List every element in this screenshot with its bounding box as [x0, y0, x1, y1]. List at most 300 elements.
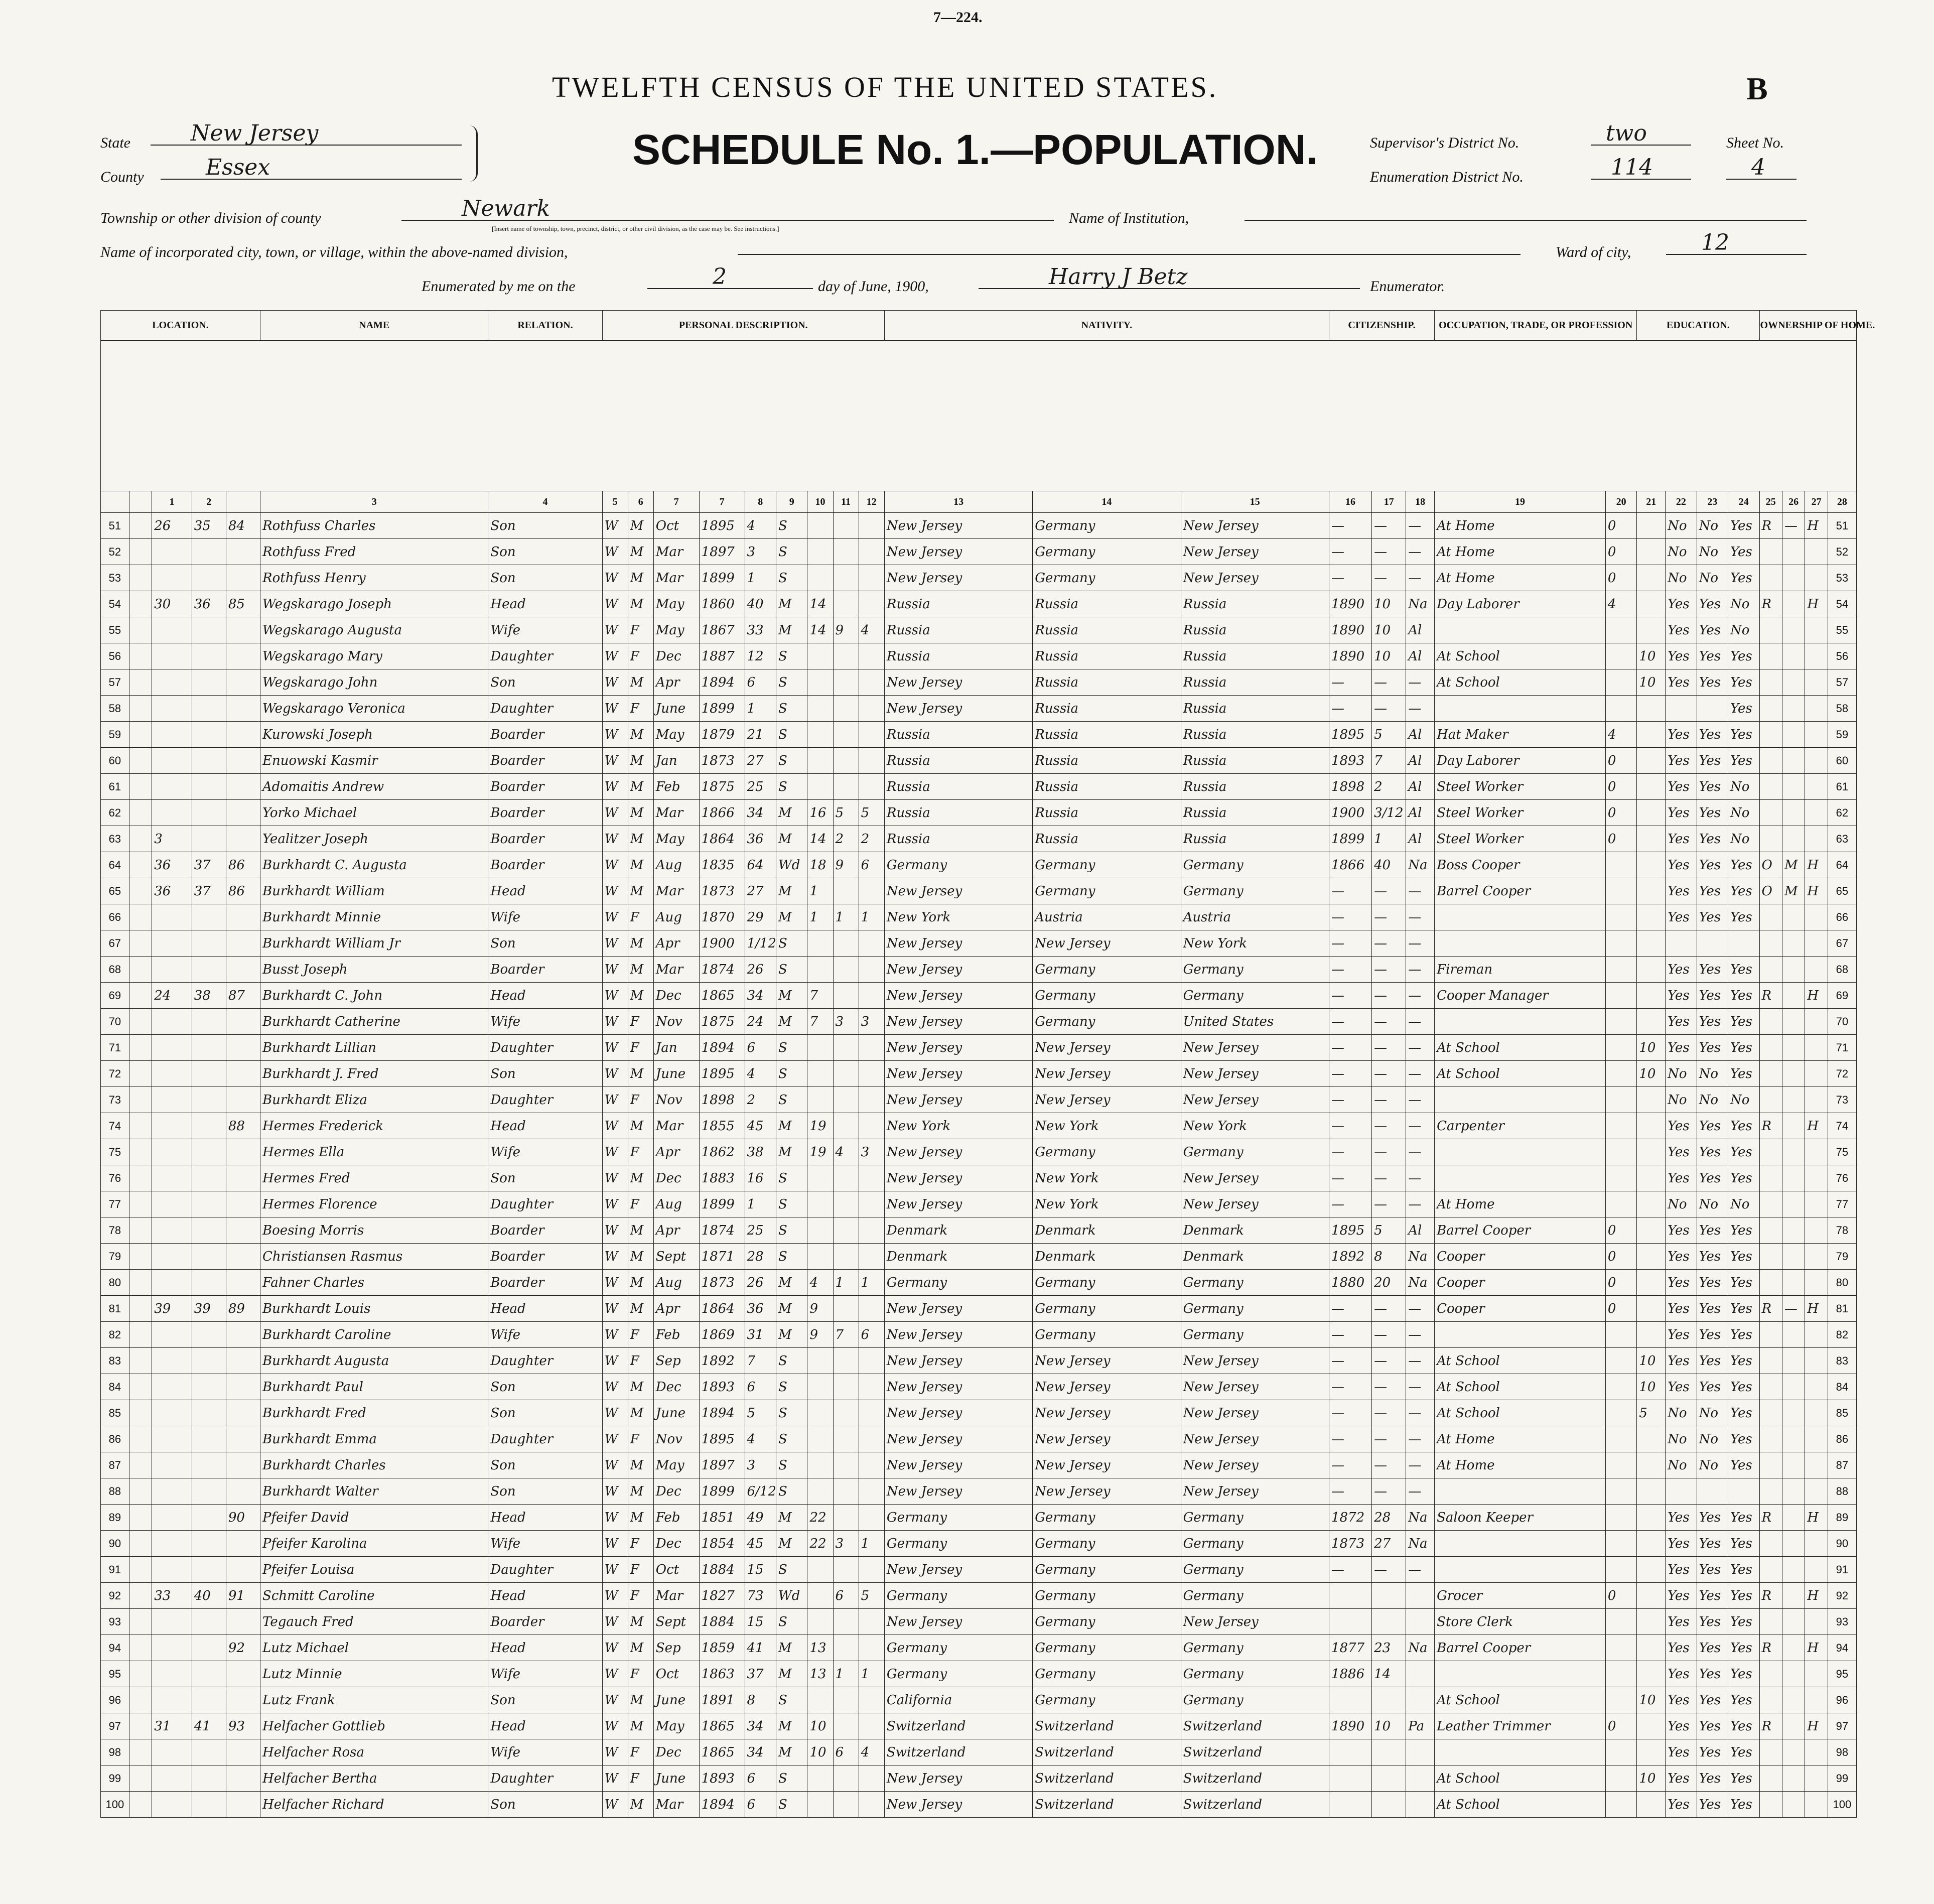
cell-owned: R — [1759, 513, 1782, 539]
cell-read: Yes — [1666, 1765, 1697, 1792]
cell-sex: M — [628, 591, 653, 617]
cell-month: Sept — [653, 1609, 699, 1635]
colnum: 16 — [1329, 491, 1371, 513]
cell-age: 1 — [745, 696, 776, 722]
cell-farm — [1805, 904, 1828, 930]
cell-immig: — — [1329, 513, 1371, 539]
cell-pob: Russia — [884, 643, 1032, 669]
cell-immig: 1890 — [1329, 591, 1371, 617]
cell-name: Burkhardt C. John — [260, 983, 488, 1009]
cell-school — [1637, 1009, 1666, 1035]
cell-sex: M — [628, 1374, 653, 1400]
table-row — [101, 1139, 1857, 1165]
cell-month: Mar — [653, 878, 699, 904]
cell-line-right: 63 — [1828, 826, 1856, 852]
cell-farm — [1805, 1531, 1828, 1557]
table-row — [101, 1557, 1857, 1583]
cell-house: 24 — [152, 983, 192, 1009]
cell-sex: M — [628, 1270, 653, 1296]
cell-month: Feb — [653, 774, 699, 800]
cell-marital: S — [776, 930, 807, 957]
cell-mort — [1782, 591, 1805, 617]
cell-pob_mother: Germany — [1181, 1505, 1329, 1531]
cell-write: No — [1697, 1400, 1728, 1426]
cell-marital: M — [776, 826, 807, 852]
cell-mort — [1782, 1687, 1805, 1713]
cell-nat: — — [1406, 1296, 1435, 1322]
cell-line: 65 — [101, 878, 129, 904]
cell-pob: Russia — [884, 722, 1032, 748]
cell-house: 3 — [152, 826, 192, 852]
cell-house — [152, 696, 192, 722]
cell-color: W — [602, 513, 628, 539]
cell-write: No — [1697, 1426, 1728, 1452]
cell-year: 1873 — [699, 748, 745, 774]
cell-pob_father: Russia — [1033, 800, 1181, 826]
incorporated-field[interactable] — [738, 230, 1521, 255]
cell-month: May — [653, 826, 699, 852]
cell-farm: H — [1805, 513, 1828, 539]
cell-farm — [1805, 1165, 1828, 1191]
cell-family: 92 — [226, 1635, 260, 1661]
cell-nat: — — [1406, 513, 1435, 539]
cell-line: 89 — [101, 1505, 129, 1531]
cell-born — [833, 1191, 859, 1217]
cell-write: Yes — [1697, 1557, 1728, 1583]
cell-pob_father: Germany — [1033, 1661, 1181, 1687]
state-field[interactable] — [151, 120, 462, 146]
cell-read: Yes — [1666, 1713, 1697, 1739]
colnum — [101, 491, 129, 513]
cell-farm — [1805, 1139, 1828, 1165]
cell-marital: S — [776, 1217, 807, 1244]
cell-occupation — [1435, 617, 1606, 643]
cell-mc: 1 — [807, 878, 833, 904]
cell-months — [1605, 904, 1636, 930]
cell-line-right: 94 — [1828, 1635, 1856, 1661]
cell-months — [1605, 1113, 1636, 1139]
cell-line-right: 57 — [1828, 669, 1856, 696]
cell-month: Apr — [653, 1296, 699, 1322]
cell-color: W — [602, 930, 628, 957]
cell-farm — [1805, 565, 1828, 591]
group-name: NAME — [260, 311, 488, 341]
cell-pob: New Jersey — [884, 930, 1032, 957]
cell-english: Yes — [1728, 1009, 1759, 1035]
cell-mc — [807, 1348, 833, 1374]
cell-mort — [1782, 930, 1805, 957]
cell-mc — [807, 1557, 833, 1583]
cell-nat: — — [1406, 1478, 1435, 1505]
cell-occupation: At School — [1435, 1348, 1606, 1374]
cell-farm — [1805, 617, 1828, 643]
cell-month: May — [653, 1452, 699, 1478]
table-row — [101, 513, 1857, 539]
cell-color: W — [602, 1609, 628, 1635]
cell-owned — [1759, 930, 1782, 957]
cell-owned: R — [1759, 591, 1782, 617]
cell-owned — [1759, 1374, 1782, 1400]
cell-born — [833, 696, 859, 722]
group-education: EDUCATION. — [1637, 311, 1759, 341]
cell-marital: M — [776, 983, 807, 1009]
supervisor-value: two — [1606, 120, 1647, 146]
cell-color: W — [602, 1765, 628, 1792]
cell-months: 0 — [1605, 748, 1636, 774]
cell-read: Yes — [1666, 957, 1697, 983]
cell-pob_father: Germany — [1033, 957, 1181, 983]
cell-nat: Al — [1406, 826, 1435, 852]
cell-school — [1637, 1191, 1666, 1217]
cell-street — [129, 1713, 152, 1739]
cell-line-right: 96 — [1828, 1687, 1856, 1713]
colnum: 23 — [1697, 491, 1728, 513]
cell-mc: 1 — [807, 904, 833, 930]
cell-dwelling — [192, 1009, 226, 1035]
cell-pob_mother: New Jersey — [1181, 1165, 1329, 1191]
cell-months: 4 — [1605, 722, 1636, 748]
cell-farm — [1805, 1661, 1828, 1687]
cell-pob: New Jersey — [884, 1765, 1032, 1792]
cell-street — [129, 878, 152, 904]
cell-read: Yes — [1666, 800, 1697, 826]
cell-age: 6 — [745, 1374, 776, 1400]
ward-label: Ward of city, — [1556, 244, 1631, 260]
cell-read: No — [1666, 1426, 1697, 1452]
enumerator-value: Harry J Betz — [1049, 264, 1188, 290]
day-field[interactable] — [647, 264, 813, 289]
cell-house — [152, 1400, 192, 1426]
cell-born — [833, 1400, 859, 1426]
cell-family: 88 — [226, 1113, 260, 1139]
cell-marital: M — [776, 1635, 807, 1661]
cell-living — [859, 1374, 884, 1400]
table-row — [101, 1792, 1857, 1818]
cell-mc: 13 — [807, 1635, 833, 1661]
cell-pob_father: Russia — [1033, 774, 1181, 800]
colnum: 8 — [745, 491, 776, 513]
cell-english: No — [1728, 1191, 1759, 1217]
cell-immig: — — [1329, 539, 1371, 565]
cell-pob: Russia — [884, 748, 1032, 774]
cell-year: 1851 — [699, 1505, 745, 1531]
cell-mc — [807, 748, 833, 774]
cell-house — [152, 565, 192, 591]
cell-school — [1637, 696, 1666, 722]
cell-write — [1697, 696, 1728, 722]
cell-farm — [1805, 1374, 1828, 1400]
table-row — [101, 748, 1857, 774]
cell-line-right: 55 — [1828, 617, 1856, 643]
cell-age: 6/12 — [745, 1478, 776, 1505]
cell-street — [129, 1061, 152, 1087]
cell-relation: Wife — [488, 1531, 602, 1557]
cell-street — [129, 774, 152, 800]
table-row — [101, 643, 1857, 669]
cell-born — [833, 1296, 859, 1322]
colnum: 6 — [628, 491, 653, 513]
cell-month: Feb — [653, 1505, 699, 1531]
ward-value: 12 — [1701, 230, 1729, 255]
table-row — [101, 696, 1857, 722]
cell-months — [1605, 1478, 1636, 1505]
table-row — [101, 1478, 1857, 1505]
cell-line: 90 — [101, 1531, 129, 1557]
cell-month: Mar — [653, 1583, 699, 1609]
cell-marital: S — [776, 1687, 807, 1713]
cell-line-right: 58 — [1828, 696, 1856, 722]
cell-line: 95 — [101, 1661, 129, 1687]
cell-line: 84 — [101, 1374, 129, 1400]
cell-pob: Germany — [884, 1635, 1032, 1661]
cell-age: 6 — [745, 1035, 776, 1061]
cell-occupation: Day Laborer — [1435, 748, 1606, 774]
cell-color: W — [602, 1713, 628, 1739]
cell-line-right: 74 — [1828, 1113, 1856, 1139]
cell-marital: M — [776, 1739, 807, 1765]
cell-month: Mar — [653, 1113, 699, 1139]
cell-color: W — [602, 539, 628, 565]
cell-write: Yes — [1697, 1583, 1728, 1609]
cell-farm — [1805, 1035, 1828, 1061]
cell-sex: M — [628, 1244, 653, 1270]
cell-pob: New Jersey — [884, 1296, 1032, 1322]
cell-occupation: At School — [1435, 1374, 1606, 1400]
cell-year: 1873 — [699, 1270, 745, 1296]
cell-family — [226, 1009, 260, 1035]
cell-line-right: 78 — [1828, 1217, 1856, 1244]
cell-living — [859, 1687, 884, 1713]
cell-months — [1605, 643, 1636, 669]
cell-street — [129, 1009, 152, 1035]
cell-name: Burkhardt Louis — [260, 1296, 488, 1322]
cell-marital: S — [776, 1452, 807, 1478]
enumerator-field[interactable] — [979, 264, 1360, 289]
cell-living — [859, 1296, 884, 1322]
cell-marital: S — [776, 539, 807, 565]
cell-sex: M — [628, 957, 653, 983]
cell-month: June — [653, 1061, 699, 1087]
cell-yrs: — — [1372, 904, 1406, 930]
table-row — [101, 774, 1857, 800]
cell-month: Mar — [653, 800, 699, 826]
cell-born — [833, 878, 859, 904]
cell-months — [1605, 1635, 1636, 1661]
cell-dwelling — [192, 1244, 226, 1270]
cell-immig: 1872 — [1329, 1505, 1371, 1531]
cell-sex: F — [628, 1191, 653, 1217]
enumeration-district-field[interactable] — [1591, 155, 1691, 180]
cell-immig: 1877 — [1329, 1635, 1371, 1661]
cell-age: 36 — [745, 1296, 776, 1322]
cell-line: 87 — [101, 1452, 129, 1478]
cell-sex: F — [628, 1087, 653, 1113]
cell-house — [152, 774, 192, 800]
cell-mort: M — [1782, 852, 1805, 878]
cell-mc — [807, 1217, 833, 1244]
supervisor-field[interactable] — [1591, 120, 1691, 146]
cell-read: Yes — [1666, 852, 1697, 878]
cell-house — [152, 669, 192, 696]
cell-yrs: — — [1372, 1426, 1406, 1452]
cell-mort — [1782, 1087, 1805, 1113]
cell-write: Yes — [1697, 1609, 1728, 1635]
cell-relation: Wife — [488, 1139, 602, 1165]
sheet-field[interactable] — [1726, 155, 1797, 180]
cell-marital: S — [776, 1792, 807, 1818]
cell-relation: Daughter — [488, 1035, 602, 1061]
cell-farm — [1805, 1557, 1828, 1583]
cell-year: 1862 — [699, 1139, 745, 1165]
cell-pob_father: New Jersey — [1033, 1400, 1181, 1426]
cell-line-right: 65 — [1828, 878, 1856, 904]
cell-pob_mother: Russia — [1181, 643, 1329, 669]
cell-nat: Al — [1406, 1217, 1435, 1244]
cell-nat: — — [1406, 930, 1435, 957]
cell-immig: 1866 — [1329, 852, 1371, 878]
cell-name: Burkhardt Catherine — [260, 1009, 488, 1035]
cell-line-right: 62 — [1828, 800, 1856, 826]
cell-pob: Russia — [884, 800, 1032, 826]
cell-year: 1884 — [699, 1557, 745, 1583]
cell-nat: — — [1406, 1191, 1435, 1217]
township-field[interactable] — [401, 196, 1054, 221]
cell-nat: Na — [1406, 1505, 1435, 1531]
cell-immig: — — [1329, 1348, 1371, 1374]
cell-line: 98 — [101, 1739, 129, 1765]
ward-field[interactable] — [1666, 230, 1807, 255]
cell-name: Lutz Frank — [260, 1687, 488, 1713]
cell-street — [129, 1113, 152, 1139]
cell-dwelling — [192, 1687, 226, 1713]
cell-occupation: At School — [1435, 643, 1606, 669]
cell-nat: — — [1406, 1557, 1435, 1583]
cell-street — [129, 696, 152, 722]
cell-occupation: Steel Worker — [1435, 800, 1606, 826]
cell-living: 1 — [859, 1661, 884, 1687]
cell-color: W — [602, 1531, 628, 1557]
cell-pob_mother: New York — [1181, 1113, 1329, 1139]
cell-year: 1874 — [699, 957, 745, 983]
cell-school — [1637, 1557, 1666, 1583]
cell-occupation: Store Clerk — [1435, 1609, 1606, 1635]
cell-nat: — — [1406, 1165, 1435, 1191]
cell-house: 33 — [152, 1583, 192, 1609]
cell-sex: M — [628, 1609, 653, 1635]
cell-line: 81 — [101, 1296, 129, 1322]
cell-months: 0 — [1605, 1713, 1636, 1739]
cell-born — [833, 983, 859, 1009]
colnum: 7 — [653, 491, 699, 513]
cell-school — [1637, 774, 1666, 800]
cell-immig: — — [1329, 696, 1371, 722]
cell-pob: New Jersey — [884, 539, 1032, 565]
cell-yrs: — — [1372, 1374, 1406, 1400]
cell-age: 26 — [745, 957, 776, 983]
county-field[interactable] — [161, 155, 462, 180]
cell-occupation: At Home — [1435, 513, 1606, 539]
cell-months — [1605, 983, 1636, 1009]
cell-family — [226, 1191, 260, 1217]
cell-name: Helfacher Gottlieb — [260, 1713, 488, 1739]
cell-pob_father: Russia — [1033, 722, 1181, 748]
cell-born — [833, 669, 859, 696]
cell-month: June — [653, 1765, 699, 1792]
census-rows — [101, 513, 1857, 1818]
cell-family — [226, 1322, 260, 1348]
institution-field[interactable] — [1245, 196, 1807, 221]
form-number: 7—224. — [933, 9, 983, 26]
cell-street — [129, 826, 152, 852]
cell-sex: M — [628, 1505, 653, 1531]
cell-family: 91 — [226, 1583, 260, 1609]
cell-immig: 1900 — [1329, 800, 1371, 826]
cell-month: Dec — [653, 643, 699, 669]
cell-write: Yes — [1697, 1635, 1728, 1661]
cell-relation: Daughter — [488, 1191, 602, 1217]
cell-occupation — [1435, 1009, 1606, 1035]
cell-write: Yes — [1697, 1792, 1728, 1818]
cell-name: Rothfuss Fred — [260, 539, 488, 565]
cell-line-right: 59 — [1828, 722, 1856, 748]
cell-family: 86 — [226, 852, 260, 878]
table-row — [101, 565, 1857, 591]
cell-dwelling — [192, 1374, 226, 1400]
cell-english: Yes — [1728, 1661, 1759, 1687]
cell-immig: — — [1329, 1296, 1371, 1322]
cell-mc — [807, 1452, 833, 1478]
cell-pob: Germany — [884, 1505, 1032, 1531]
cell-dwelling — [192, 774, 226, 800]
cell-read: No — [1666, 1087, 1697, 1113]
cell-months: 0 — [1605, 1217, 1636, 1244]
cell-occupation: Saloon Keeper — [1435, 1505, 1606, 1531]
cell-immig: — — [1329, 983, 1371, 1009]
cell-occupation: At School — [1435, 1792, 1606, 1818]
cell-name: Burkhardt Minnie — [260, 904, 488, 930]
cell-mc: 14 — [807, 617, 833, 643]
cell-mc — [807, 643, 833, 669]
cell-line: 85 — [101, 1400, 129, 1426]
cell-school — [1637, 1244, 1666, 1270]
cell-line-right: 86 — [1828, 1426, 1856, 1452]
cell-mort — [1782, 1661, 1805, 1687]
township-value: Newark — [462, 196, 550, 221]
cell-living — [859, 513, 884, 539]
table-row — [101, 1426, 1857, 1452]
cell-month: Oct — [653, 1557, 699, 1583]
cell-english: Yes — [1728, 1765, 1759, 1792]
cell-school — [1637, 1322, 1666, 1348]
cell-write: Yes — [1697, 1035, 1728, 1061]
cell-english: Yes — [1728, 1139, 1759, 1165]
state-label: State — [100, 134, 130, 151]
cell-english: Yes — [1728, 565, 1759, 591]
cell-mc: 22 — [807, 1505, 833, 1531]
cell-age: 34 — [745, 1739, 776, 1765]
cell-month: May — [653, 617, 699, 643]
cell-english: Yes — [1728, 1687, 1759, 1713]
cell-line-right: 84 — [1828, 1374, 1856, 1400]
cell-color: W — [602, 748, 628, 774]
cell-pob_mother: New Jersey — [1181, 1609, 1329, 1635]
cell-months: 4 — [1605, 591, 1636, 617]
cell-yrs: — — [1372, 696, 1406, 722]
group-citizenship: CITIZENSHIP. — [1329, 311, 1434, 341]
cell-owned — [1759, 1348, 1782, 1374]
cell-age: 3 — [745, 1452, 776, 1478]
cell-relation: Boarder — [488, 748, 602, 774]
